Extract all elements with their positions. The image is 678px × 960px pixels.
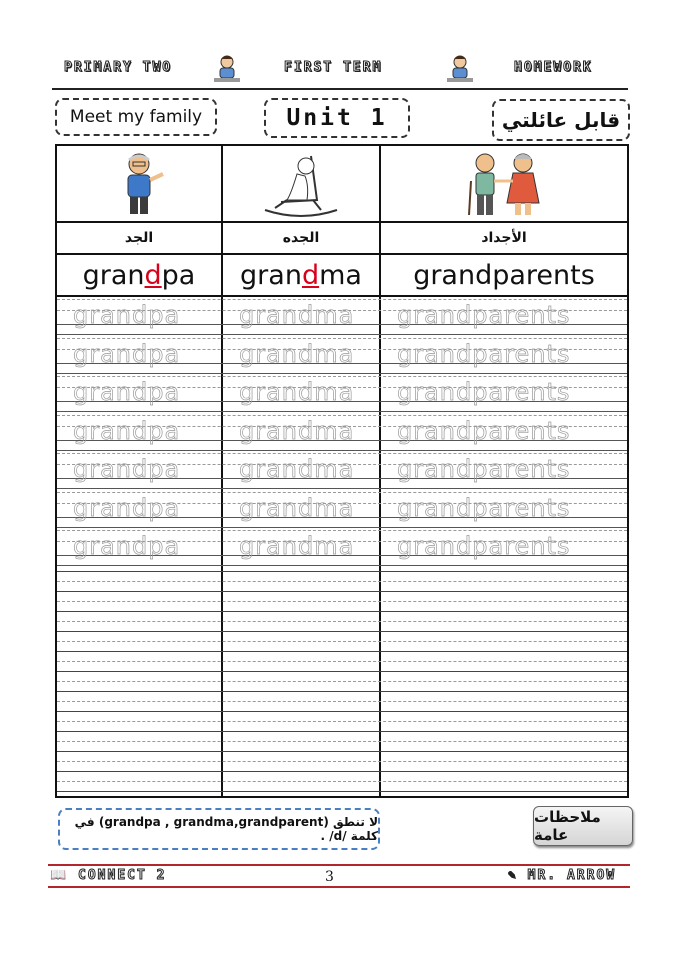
english-word: gran d ma xyxy=(240,259,362,291)
trace-word: grandpa xyxy=(73,493,181,522)
footer-author: ✎ MR. ARROW xyxy=(508,868,617,883)
trace-word: grandma xyxy=(239,301,355,329)
topic-label-arabic: قابل عائلتي xyxy=(492,99,630,141)
guide-line xyxy=(57,530,627,531)
writing-line xyxy=(57,711,627,712)
trace-word: grandma xyxy=(239,493,355,522)
writing-line xyxy=(57,601,627,602)
writing-line xyxy=(57,751,627,752)
footer-rule xyxy=(48,864,630,866)
picture-cell xyxy=(223,146,379,221)
english-word: gran d pa xyxy=(82,259,196,291)
writing-line xyxy=(57,571,627,572)
grandparents-icon xyxy=(449,149,559,219)
writing-line xyxy=(57,581,627,582)
writing-line xyxy=(57,611,627,612)
guide-line xyxy=(57,492,627,493)
trace-word: grandpa xyxy=(73,532,181,560)
trace-word: grandparents xyxy=(397,378,571,406)
writing-line xyxy=(57,781,627,782)
trace-word: grandparents xyxy=(397,301,571,329)
trace-word: grandparents xyxy=(397,532,571,560)
arabic-word: الأجداد xyxy=(481,230,527,246)
header-level: PRIMARY TWO xyxy=(64,60,173,75)
page-number: 3 xyxy=(325,869,334,885)
tracing-row xyxy=(57,413,627,451)
arabic-word: الجد xyxy=(124,230,154,246)
trace-word: grandparents xyxy=(397,493,571,522)
guide-line xyxy=(57,565,627,566)
unit-label: Unit 1 xyxy=(264,98,410,138)
guide-line xyxy=(57,376,627,377)
guide-line xyxy=(57,338,627,339)
english-word: grandparents xyxy=(413,259,595,291)
pronunciation-note: لا تنطق (grandpa , grandma,grandparent) في كلمة /d/ . xyxy=(58,808,380,850)
tracing-row xyxy=(57,336,627,374)
writing-line xyxy=(57,701,627,702)
trace-word: grandma xyxy=(239,455,355,483)
trace-word: grandpa xyxy=(73,301,181,329)
trace-word: grandparents xyxy=(397,339,571,368)
guide-line xyxy=(57,299,627,300)
footer-book-title: 📖 CONNECT 2 xyxy=(50,868,167,883)
tracing-row xyxy=(57,490,627,528)
writing-line xyxy=(57,591,627,592)
trace-word: grandparents xyxy=(397,455,571,483)
footer-rule xyxy=(48,886,630,888)
writing-line xyxy=(57,721,627,722)
writing-line xyxy=(57,791,627,792)
writing-line xyxy=(57,621,627,622)
header-rule xyxy=(52,88,628,90)
header-type: HOMEWORK xyxy=(514,60,593,75)
grandpa-icon xyxy=(109,150,169,218)
trace-word: grandparents xyxy=(397,416,571,445)
writing-line xyxy=(57,631,627,632)
header-strip xyxy=(58,58,610,84)
tracing-row xyxy=(57,297,627,335)
writing-line xyxy=(57,651,627,652)
tracing-row xyxy=(57,451,627,489)
writing-line xyxy=(57,771,627,772)
trace-word: grandpa xyxy=(73,416,181,445)
trace-word: grandpa xyxy=(73,339,181,368)
writing-line xyxy=(57,641,627,642)
writing-line xyxy=(57,691,627,692)
guide-line xyxy=(57,415,627,416)
guide-line xyxy=(57,453,627,454)
trace-word: grandma xyxy=(239,416,355,445)
writing-line xyxy=(57,681,627,682)
picture-cell xyxy=(57,146,221,221)
trace-word: grandma xyxy=(239,339,355,368)
writing-line xyxy=(57,661,627,662)
writing-line xyxy=(57,761,627,762)
arabic-word: الجده xyxy=(282,230,320,246)
writing-line xyxy=(57,741,627,742)
trace-word: grandma xyxy=(239,378,355,406)
writing-line xyxy=(57,731,627,732)
writing-line xyxy=(57,671,627,672)
trace-word: grandpa xyxy=(73,455,181,483)
grandma-rocking-chair-icon xyxy=(251,150,351,218)
tracing-row xyxy=(57,374,627,412)
picture-cell xyxy=(381,146,627,221)
child-icon xyxy=(210,54,244,84)
trace-word: grandma xyxy=(239,532,355,560)
child-icon xyxy=(443,54,477,84)
worksheet-table xyxy=(55,144,629,798)
topic-label: Meet my family xyxy=(55,98,217,136)
general-notes-button[interactable]: ملاحظات عامة xyxy=(533,806,633,846)
trace-word: grandpa xyxy=(73,378,181,406)
tracing-row xyxy=(57,528,627,566)
header-term: FIRST TERM xyxy=(284,60,383,75)
